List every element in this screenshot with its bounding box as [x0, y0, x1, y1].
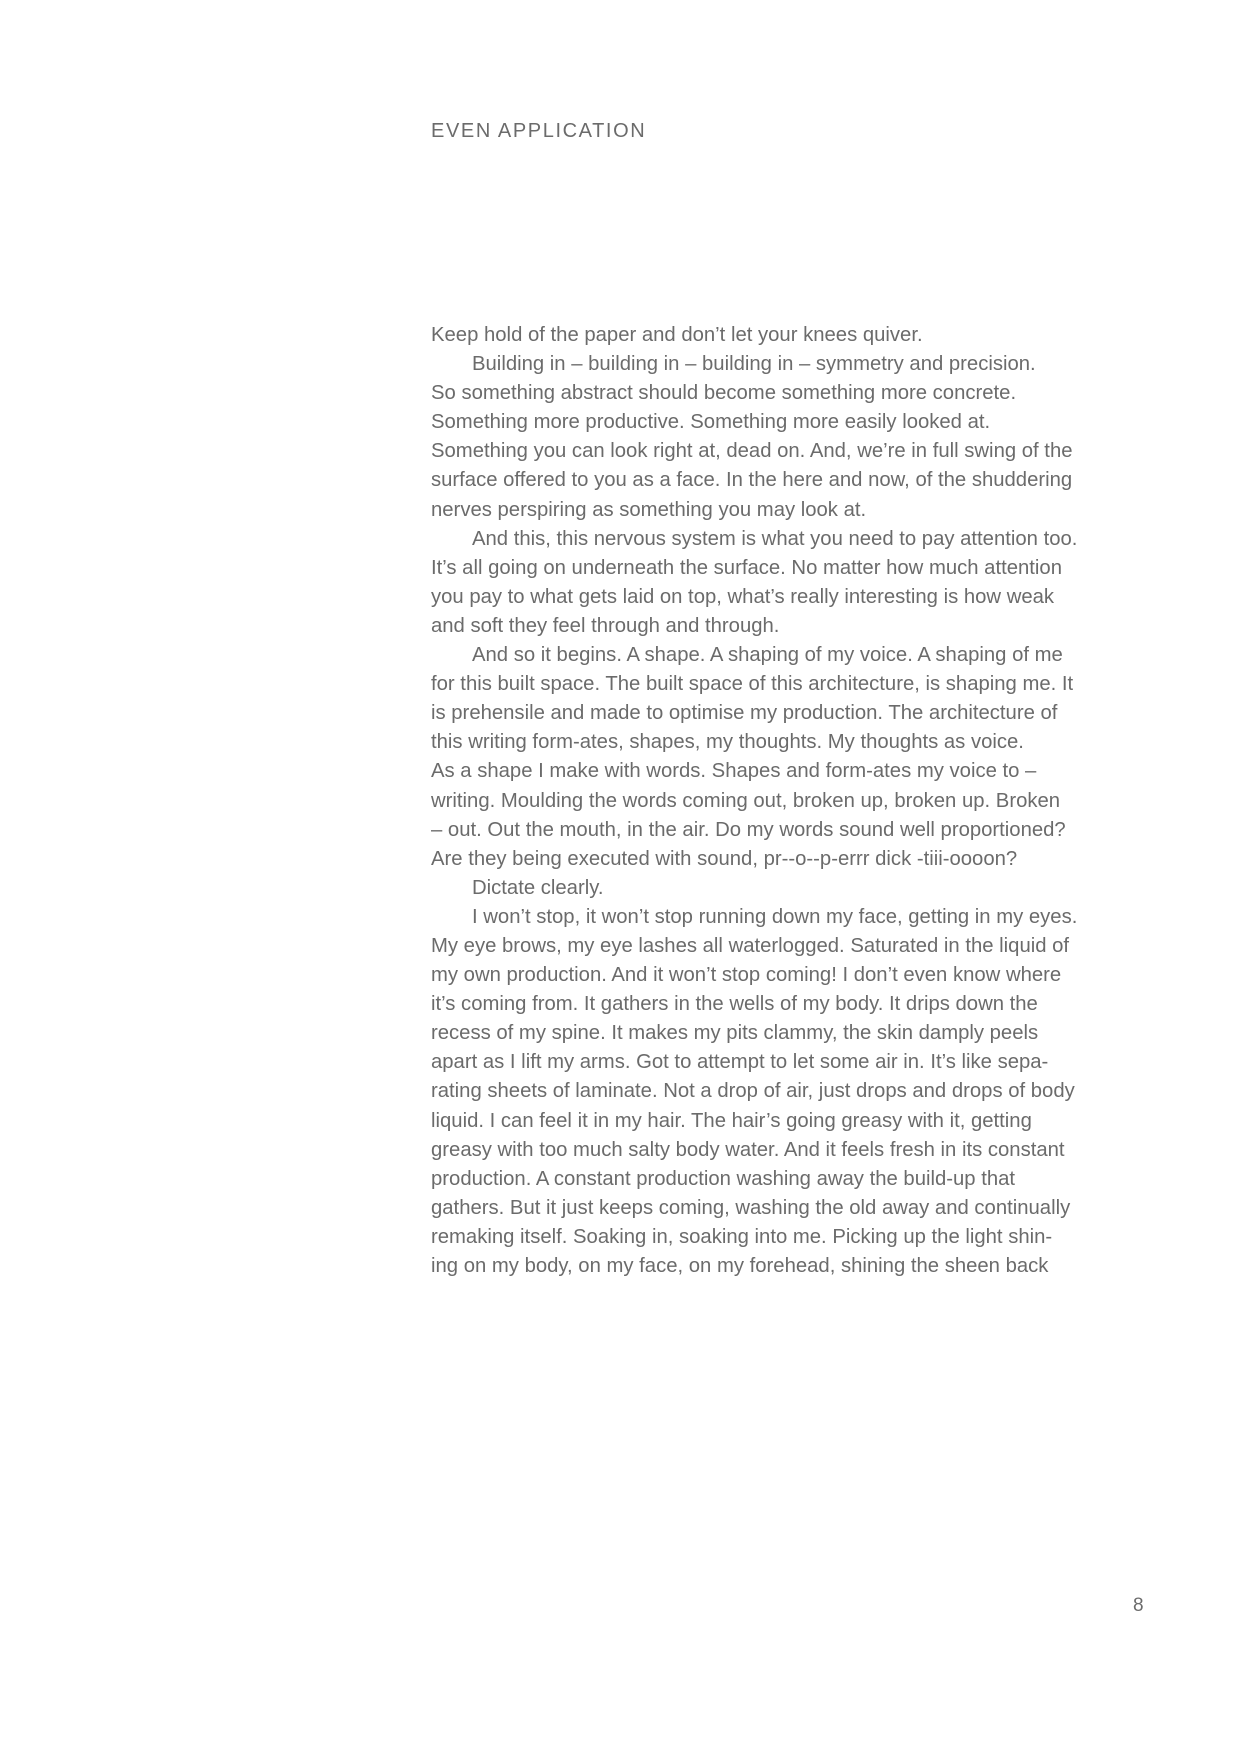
- text-line: nerves perspiring as something you may look at.: [431, 498, 867, 521]
- text-line: you pay to what gets laid on top, what’s really interesting is how weak: [431, 585, 1055, 608]
- text-line: – out. Out the mouth, in the air. Do my words sound well proportioned?: [431, 818, 1066, 841]
- text-line: And so it begins. A shape. A shaping of my voice. A shaping of me: [472, 644, 1063, 667]
- text-line: liquid. I can feel it in my hair. The hair’s going greasy with it, getting: [431, 1109, 1032, 1132]
- text-line: Building in – building in – building in – symmetry and precision.: [472, 353, 1036, 376]
- text-line: I won’t stop, it won’t stop running down my face, getting in my eyes.: [472, 905, 1078, 928]
- text-line: production. A constant production washing away the build-up that: [431, 1167, 1016, 1190]
- text-line: and soft they feel through and through.: [431, 614, 780, 637]
- text-line: it’s coming from. It gathers in the wells of my body. It drips down the: [431, 993, 1038, 1016]
- text-line: It’s all going on underneath the surface. No matter how much attention: [431, 556, 1062, 579]
- text-line: gathers. But it just keeps coming, washing the old away and continually: [431, 1196, 1071, 1219]
- text-line: this writing form-ates, shapes, my thoughts. My thoughts as voice.: [431, 731, 1024, 754]
- text-line: Keep hold of the paper and don’t let your knees quiver.: [431, 324, 923, 346]
- text-line: for this built space. The built space of this architecture, is shaping me. It: [431, 673, 1074, 696]
- text-line: Something you can look right at, dead on. And, we’re in full swing of the: [431, 440, 1073, 463]
- running-head: EVEN APPLICATION: [431, 120, 647, 142]
- text-line: Dictate clearly.: [472, 876, 604, 899]
- text-line: is prehensile and made to optimise my production. The architecture of: [431, 702, 1058, 725]
- text-line: rating sheets of laminate. Not a drop of air, just drops and drops of body: [431, 1080, 1075, 1103]
- text-line: writing. Moulding the words coming out, broken up, broken up. Broken: [431, 789, 1061, 812]
- text-line: Something more productive. Something more easily looked at.: [431, 411, 991, 434]
- text-line: recess of my spine. It makes my pits clammy, the skin damply peels: [431, 1022, 1039, 1045]
- text-line: greasy with too much salty body water. And it feels fresh in its constant: [431, 1138, 1065, 1161]
- text-line: surface offered to you as a face. In the here and now, of the shuddering: [431, 469, 1073, 492]
- page-number: 8: [1133, 1595, 1144, 1616]
- body-text: [431, 321, 1161, 1281]
- text-line: ing on my body, on my face, on my forehead, shining the sheen back: [431, 1255, 1049, 1277]
- text-line: And this, this nervous system is what you need to pay attention too.: [472, 527, 1078, 550]
- text-line: apart as I lift my arms. Got to attempt to let some air in. It’s like sepa-: [431, 1051, 1049, 1074]
- text-line: my own production. And it won’t stop coming! I don’t even know where: [431, 964, 1062, 987]
- text-line: So something abstract should become something more concrete.: [431, 382, 1017, 405]
- text-line: As a shape I make with words. Shapes and form-ates my voice to –: [431, 760, 1037, 783]
- text-line: Are they being executed with sound, pr--o--p-errr dick -tiii-oooon?: [431, 847, 1018, 870]
- text-line: remaking itself. Soaking in, soaking into me. Picking up the light shin-: [431, 1225, 1053, 1248]
- text-line: My eye brows, my eye lashes all waterlogged. Saturated in the liquid of: [431, 934, 1070, 957]
